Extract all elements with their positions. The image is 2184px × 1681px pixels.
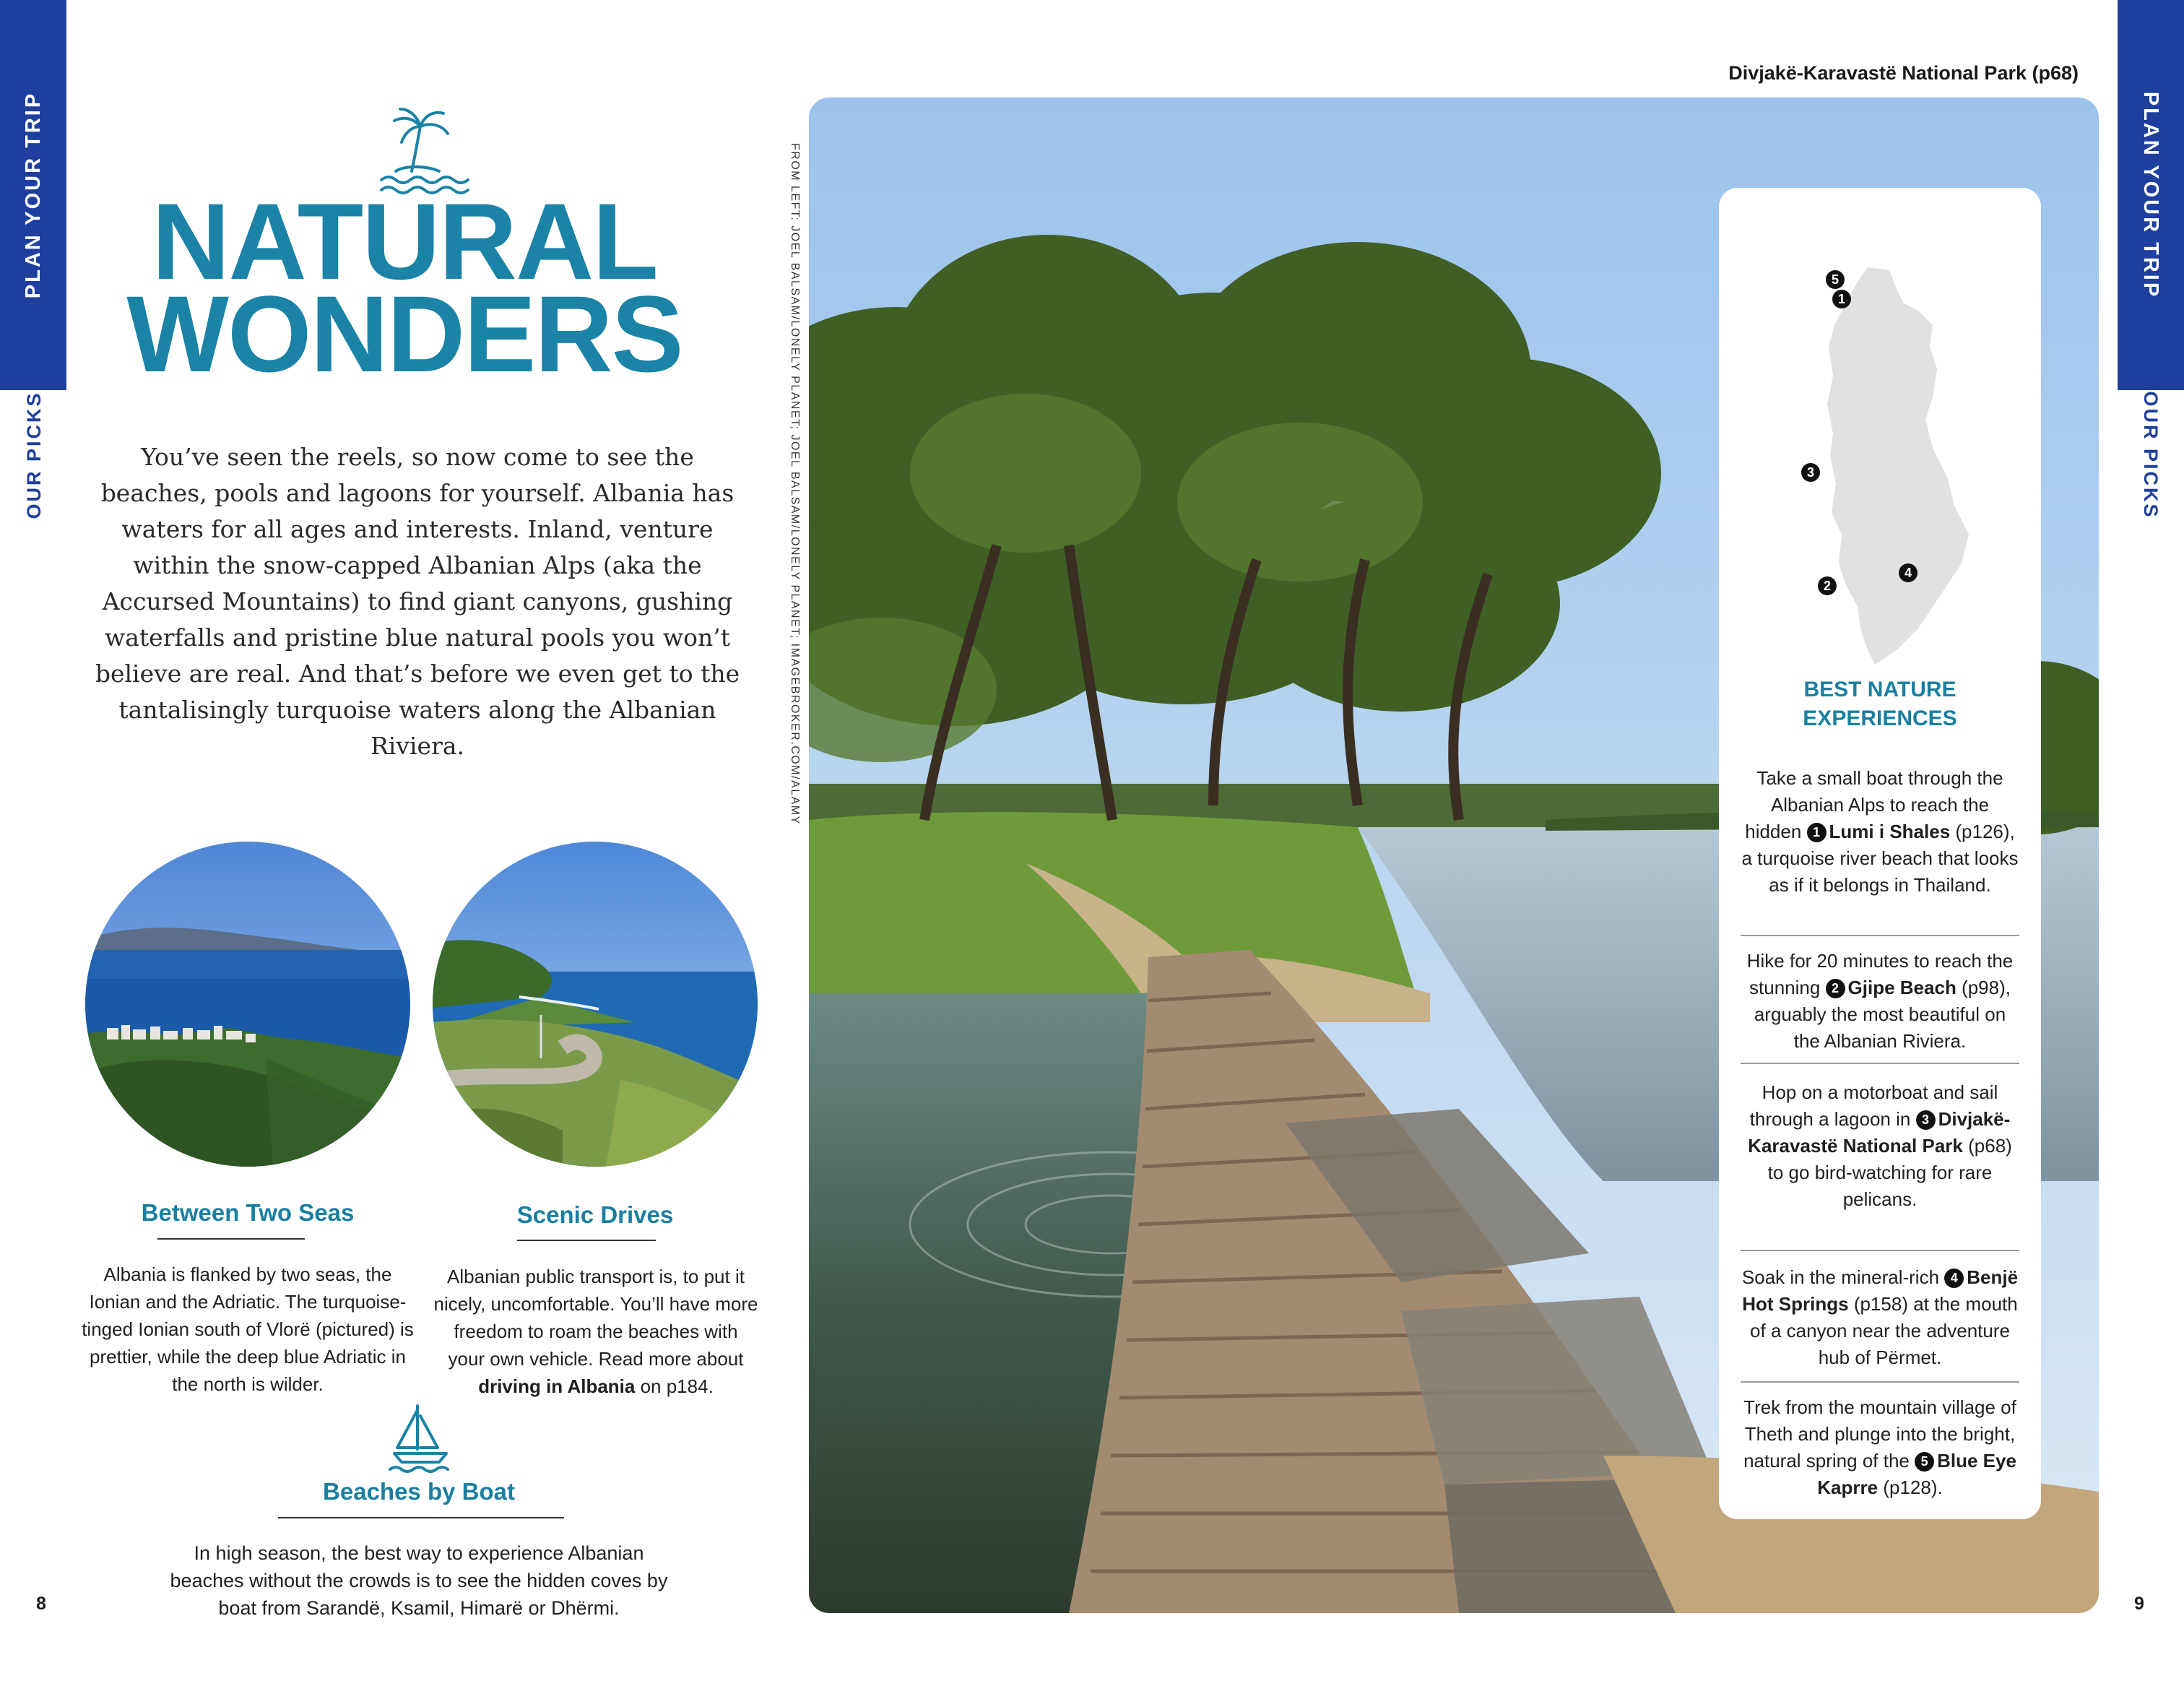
between-two-seas-photo (85, 842, 410, 1167)
photo-caption: Divjakë-Karavastë National Park (p68) (1728, 62, 2079, 84)
item-number-badge: 1 (1807, 823, 1826, 842)
intro-paragraph: You’ve seen the reels, so now come to see the beaches, pools and lagoons for yourself. Albania has waters for all ages and interests. Inland, venture within the snow-capped Albanian Alps (aka the Accursed Mountains) to find giant canyons, gushing waterfalls and pristine blue natural pools you won’t believe are real. And that’s before we even get to the tantalisingly turquoise waters along the Albanian Riviera. (95, 443, 740, 760)
map-marker-2: 2 (1818, 576, 1837, 595)
experience-item-1 (1741, 765, 2019, 899)
panel-heading-line-1: BEST NATURE (1803, 678, 1956, 701)
photo-credit-text: FROM LEFT: JOEL BALSAM/LONELY PLANET; JOEL BALSAM/LONELY PLANET; IMAGEBROKER.COM/ALAMY (789, 143, 801, 825)
side-sub-label-right: OUR PICKS (2140, 391, 2162, 519)
page-number-left: 8 (36, 1594, 46, 1614)
page-title (116, 181, 693, 394)
scenic-drives-photo (433, 842, 758, 1167)
sailboat-icon (389, 1401, 454, 1474)
item-number-badge: 3 (1916, 1110, 1936, 1130)
beaches-by-boat-text: In high season, the best way to experience Albanian beaches without the crowds is to see the hidden coves by boat from Sarandë, Ksamil, Himarë or Dhërmi. (170, 1542, 668, 1619)
page-number-right: 9 (2134, 1594, 2144, 1614)
map-marker-5: 5 (1826, 270, 1845, 289)
item-text: (p128). (1878, 1477, 1943, 1498)
map-marker-1: 1 (1832, 290, 1851, 308)
title-line-2: WONDERS (126, 273, 682, 394)
item-number-badge: 5 (1915, 1452, 1934, 1472)
panel-divider (1741, 1063, 2019, 1064)
item-place: Blue Eye Kaprre (1817, 1450, 2016, 1498)
between-two-seas-text: Albania is flanked by two seas, the Ionian and the Adriatic. The turquoise-tinged Ionian south of Vlorë (pictured) is prettier, while the deep blue Adriatic in the north is wilder. (82, 1263, 414, 1395)
experience-item-2 (1741, 948, 2019, 1055)
panel-heading (1719, 675, 2041, 733)
item-text: Trek from the mountain village of Theth and plunge into the bright, natural spring of the (1743, 1396, 2016, 1472)
map-marker-4: 4 (1899, 563, 1918, 582)
item-text: Hop on a motorboat and sail through a lagoon in (1749, 1081, 1998, 1130)
title-line-1: NATURAL (152, 181, 657, 302)
scenic-drives-text-post: on p184. (635, 1375, 714, 1397)
item-place: Divjakë-Karavastë National Park (1748, 1108, 2011, 1157)
divider (517, 1240, 656, 1241)
scenic-drives-text-pre: Albanian public transport is, to put it nicely, uncomfortable. You’ll have more freedom to roam the beaches with your own vehicle. Read more about (433, 1266, 758, 1370)
experience-item-5 (1741, 1394, 2019, 1501)
side-tab-label: PLAN YOUR TRIP (2139, 91, 2163, 299)
experience-item-4 (1741, 1264, 2019, 1371)
scenic-drives-heading: Scenic Drives (516, 1201, 674, 1228)
item-number-badge: 2 (1826, 979, 1845, 998)
scenic-drives-link: driving in Albania (478, 1375, 636, 1397)
side-tab-label: PLAN YOUR TRIP (21, 91, 45, 299)
panel-heading-line-2: EXPERIENCES (1803, 706, 1957, 730)
item-place: Benjë Hot Springs (1742, 1266, 2019, 1315)
divider (278, 1517, 564, 1518)
photo-credit (785, 143, 801, 1010)
panel-divider (1741, 935, 2019, 936)
item-text: (p98), arguably the most beautiful on the Albanian Riviera. (1754, 977, 2011, 1052)
panel-divider (1741, 1250, 2019, 1251)
scenic-drives-text (433, 1263, 758, 1400)
best-nature-experiences-panel (1719, 188, 2041, 1519)
item-text: Soak in the mineral-rich (1741, 1266, 1945, 1288)
item-text: (p126), a turquoise river beach that looks as if it belongs in Thailand. (1741, 821, 2019, 896)
item-place: Gjipe Beach (1847, 977, 1956, 998)
beaches-by-boat-heading: Beaches by Boat (323, 1478, 515, 1505)
item-number-badge: 4 (1944, 1269, 1964, 1288)
item-place: Lumi i Shales (1829, 821, 1951, 842)
map-marker-3: 3 (1801, 463, 1820, 482)
panel-divider (1741, 1381, 2019, 1383)
item-text: Take a small boat through the Albanian Alps to reach the hidden (1745, 767, 2003, 842)
side-tab-right (2118, 0, 2184, 390)
between-two-seas-heading: Between Two Seas (141, 1199, 355, 1226)
side-tab-left (0, 0, 66, 390)
experience-item-3 (1741, 1079, 2019, 1213)
side-sub-label-left: OUR PICKS (22, 391, 45, 519)
item-text: Hike for 20 minutes to reach the stunning (1746, 950, 2014, 998)
item-text: (p158) at the mouth of a canyon near the adventure hub of Përmet. (1750, 1293, 2018, 1368)
divider (157, 1238, 305, 1240)
item-text: (p68) to go bird-watching for rare pelicans. (1767, 1135, 2012, 1210)
